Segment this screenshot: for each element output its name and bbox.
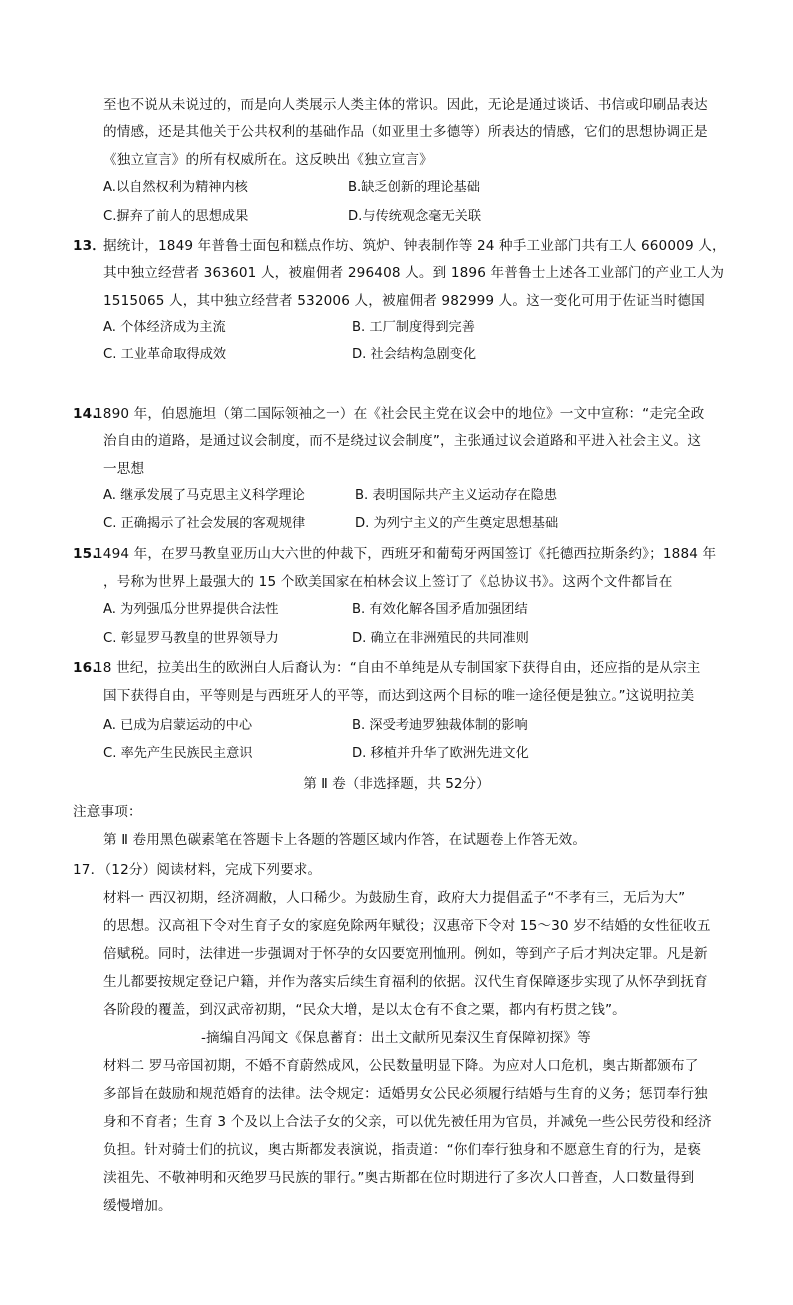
q17-material2-line-1: 材料二 罗马帝国初期，不婚不育蔚然成风，公民数量明显下降。为应对人口危机，奥古斯都颁布了 — [103, 1058, 699, 1074]
q15-option-b[interactable]: B. 有效化解各国矛盾加强团结 — [352, 602, 528, 617]
q14-option-c[interactable]: C. 正确揭示了社会发展的客观规律 — [103, 516, 306, 531]
q17-source-1: -摘编自冯闻文《保息蓄育：出土文献所见秦汉生育保障初探》等 — [201, 1030, 591, 1046]
q15-option-c[interactable]: C. 彰显罗马教皇的世界领导力 — [103, 631, 279, 646]
section-2-title: 第 Ⅱ 卷（非选择题，共 52分） — [303, 776, 490, 792]
q14-option-a[interactable]: A. 继承发展了马克思主义科学理论 — [103, 488, 305, 503]
q17-material1-line-5: 各阶段的覆盖，到汉武帝初期，“民众大增，是以太仓有不食之粟，都内有朽贯之钱”。 — [103, 1002, 626, 1018]
q17-material1-line-4: 生儿都要按规定登记户籍，并作为落实后续生育福利的依据。汉代生育保障逐步实现了从怀孕到抚育 — [103, 974, 708, 990]
q14-number: 14. — [73, 406, 98, 422]
q14-line-2: 治自由的道路，是通过议会制度，而不是绕过议会制度”，主张通过议会道路和平进入社会主义。这 — [103, 433, 702, 449]
q17-material2-line-4: 负担。针对骑士们的抗议，奥古斯都发表演说，指责道：“你们奉行独身和不愿意生育的行为，是亵 — [103, 1142, 702, 1158]
q16-line-2: 国下获得自由，平等则是与西班牙人的平等，而达到这两个目标的唯一途径便是独立。”这说明拉美 — [103, 688, 695, 704]
notice-text: 第 Ⅱ 卷用黑色碳素笔在答题卡上各题的答题区域内作答，在试题卷上作答无效。 — [103, 832, 587, 848]
q14-option-d[interactable]: D. 为列宁主义的产生奠定思想基础 — [355, 516, 559, 531]
q16-option-a[interactable]: A. 已成为启蒙运动的中心 — [103, 718, 253, 733]
q12-option-a[interactable]: A.以自然权利为精神内核 — [103, 180, 248, 195]
q15-option-a[interactable]: A. 为列强瓜分世界提供合法性 — [103, 602, 279, 617]
q15-option-d[interactable]: D. 确立在非洲殖民的共同准则 — [352, 631, 529, 646]
q16-option-b[interactable]: B. 深受考迪罗独裁体制的影响 — [352, 718, 528, 733]
q17-material2-line-2: 多部旨在鼓励和规范婚育的法律。法令规定：适婚男女公民必须履行结婚与生育的义务；惩罚奉行独 — [103, 1086, 708, 1102]
q13-option-c[interactable]: C. 工业革命取得成效 — [103, 347, 227, 362]
q13-line-3: 1515065 人，其中独立经营者 532006 人，被雇佣者 982999 人。这一变化可用于佐证当时德国 — [103, 293, 705, 309]
notice-label: 注意事项： — [73, 804, 142, 820]
q17-material1-line-3: 倍赋税。同时，法律进一步强调对于怀孕的女囚要宽刑恤刑。例如，等到产子后才判决定罪。凡是新 — [103, 946, 708, 962]
q14-line-3: 一思想 — [103, 461, 145, 477]
q16-number: 16. — [73, 660, 98, 676]
q17-header: 17．（12分）阅读材料，完成下列要求。 — [73, 862, 322, 878]
q12-option-c[interactable]: C.摒弃了前人的思想成果 — [103, 209, 249, 224]
q17-material2-line-6: 缓慢增加。 — [103, 1198, 172, 1214]
q13-option-b[interactable]: B. 工厂制度得到完善 — [352, 320, 475, 335]
q17-material1-line-2: 的思想。汉高祖下令对生育子女的家庭免除两年赋役；汉惠帝下令对 15～30 岁不结婚的女性征收五 — [103, 918, 711, 934]
q17-material2-line-5: 渎祖先、不敬神明和灭绝罗马民族的罪行。”奥古斯都在位时期进行了多次人口普查，人口数量得到 — [103, 1170, 695, 1186]
q12-line-1: 至也不说从未说过的，而是向人类展示人类主体的常识。因此，无论是通过谈话、书信或印刷品表达 — [103, 97, 708, 113]
q16-line-1: 18 世纪，拉美出生的欧洲白人后裔认为：“自由不单纯是从专制国家下获得自由，还应指的是从宗主 — [94, 660, 701, 676]
q17-material2-line-3: 身和不育者；生育 3 个及以上合法子女的父亲，可以优先被任用为官员，并减免一些公民劳役和经济 — [103, 1114, 712, 1130]
q12-line-2: 的情感，还是其他关于公共权利的基础作品（如亚里士多德等）所表达的情感，它们的思想协调正是 — [103, 124, 708, 140]
q14-option-b[interactable]: B. 表明国际共产主义运动存在隐患 — [355, 488, 558, 503]
q15-line-2: ，号称为世界上最强大的 15 个欧美国家在柏林会议上签订了《总协议书》。这两个文件都旨在 — [103, 574, 673, 590]
q13-line-2: 其中独立经营者 363601 人，被雇佣者 296408 人。到 1896 年普鲁士上述各工业部门的产业工人为 — [103, 265, 725, 281]
q17-material1-line-1: 材料一 西汉初期，经济凋敝，人口稀少。为鼓励生育，政府大力提倡孟子“不孝有三，无后为大” — [103, 890, 686, 906]
q12-option-b[interactable]: B.缺乏创新的理论基础 — [348, 180, 480, 195]
q14-line-1: 1890 年，伯恩施坦（第二国际领袖之一）在《社会民主党在议会中的地位》一文中宣称：“走完全政 — [94, 406, 705, 422]
q16-option-c[interactable]: C. 率先产生民族民主意识 — [103, 746, 253, 761]
q13-number: 13． — [73, 238, 106, 254]
q13-line-1: 据统计，1849 年普鲁士面包和糕点作坊、筑炉、钟表制作等 24 种手工业部门共有工人 660009 人， — [103, 238, 726, 254]
q15-line-1: 1494 年，在罗马教皇亚历山大六世的仲裁下，西班牙和葡萄牙两国签订《托德西拉斯条约》；1884 年 — [94, 546, 717, 562]
q13-option-a[interactable]: A. 个体经济成为主流 — [103, 320, 226, 335]
q12-option-d[interactable]: D.与传统观念毫无关联 — [348, 209, 482, 224]
q12-line-3: 《独立宣言》的所有权威所在。这反映出《独立宣言》 — [103, 152, 433, 168]
q15-number: 15. — [73, 546, 98, 562]
q13-option-d[interactable]: D. 社会结构急剧变化 — [352, 347, 477, 362]
q16-option-d[interactable]: D. 移植并升华了欧洲先进文化 — [352, 746, 529, 761]
